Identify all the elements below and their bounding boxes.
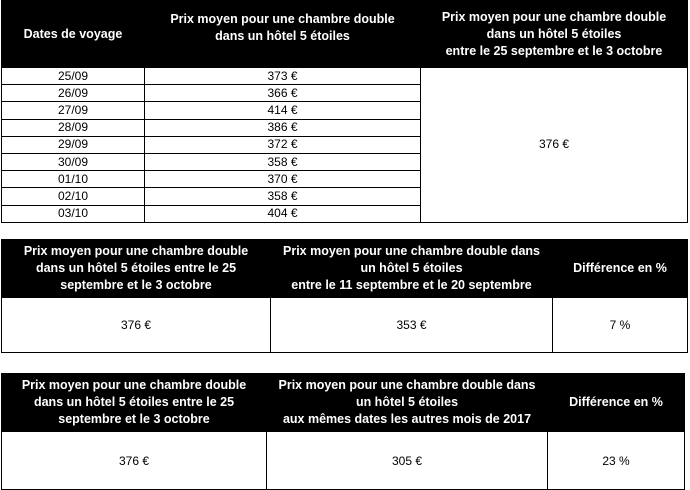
table-row	[2, 68, 688, 85]
daily-price-table	[1, 0, 688, 223]
price-cell: 366 €	[145, 85, 421, 102]
table-header-row	[2, 240, 688, 298]
reference-average-value: 305 €	[267, 432, 548, 490]
header-period-average: Prix moyen pour une chambre double dans un hôtel 5 étoiles entre le 25 septembre et le 3 octobre	[421, 1, 688, 68]
comparison-table-other-months	[1, 373, 685, 490]
price-cell: 373 €	[145, 68, 421, 85]
date-cell: 28/09	[2, 119, 145, 136]
table-row	[2, 432, 685, 490]
table-row	[2, 298, 688, 353]
price-cell: 358 €	[145, 153, 421, 170]
date-cell: 29/09	[2, 136, 145, 153]
header-average-price: Prix moyen pour une chambre double dans un hôtel 5 étoiles	[145, 1, 421, 68]
header-reference-average: Prix moyen pour une chambre double dans un hôtel 5 étoiles aux mêmes dates les autres mois de 2017	[267, 374, 548, 432]
price-cell: 414 €	[145, 102, 421, 119]
date-cell: 01/10	[2, 171, 145, 188]
price-cell: 358 €	[145, 188, 421, 205]
period-average-value: 376 €	[2, 298, 271, 353]
date-cell: 27/09	[2, 102, 145, 119]
date-cell: 25/09	[2, 68, 145, 85]
date-cell: 03/10	[2, 205, 145, 222]
price-cell: 386 €	[145, 119, 421, 136]
header-period-average: Prix moyen pour une chambre double dans un hôtel 5 étoiles entre le 25 septembre et le 3 octobre	[2, 240, 271, 298]
header-period-average: Prix moyen pour une chambre double dans un hôtel 5 étoiles entre le 25 septembre et le 3 octobre	[2, 374, 267, 432]
difference-value: 23 %	[548, 432, 685, 490]
table-header-row	[2, 374, 685, 432]
header-difference: Différence en %	[553, 240, 688, 298]
date-cell: 02/10	[2, 188, 145, 205]
date-cell: 30/09	[2, 153, 145, 170]
comparison-table-september	[1, 239, 688, 353]
reference-average-value: 353 €	[271, 298, 553, 353]
table-header-row	[2, 1, 688, 68]
period-average-value: 376 €	[421, 68, 688, 223]
price-cell: 404 €	[145, 205, 421, 222]
price-cell: 370 €	[145, 171, 421, 188]
header-difference: Différence en %	[548, 374, 685, 432]
header-reference-average: Prix moyen pour une chambre double dans un hôtel 5 étoiles entre le 11 septembre et le 20 septembre	[271, 240, 553, 298]
header-dates: Dates de voyage	[2, 1, 145, 68]
date-cell: 26/09	[2, 85, 145, 102]
price-cell: 372 €	[145, 136, 421, 153]
difference-value: 7 %	[553, 298, 688, 353]
period-average-value: 376 €	[2, 432, 267, 490]
